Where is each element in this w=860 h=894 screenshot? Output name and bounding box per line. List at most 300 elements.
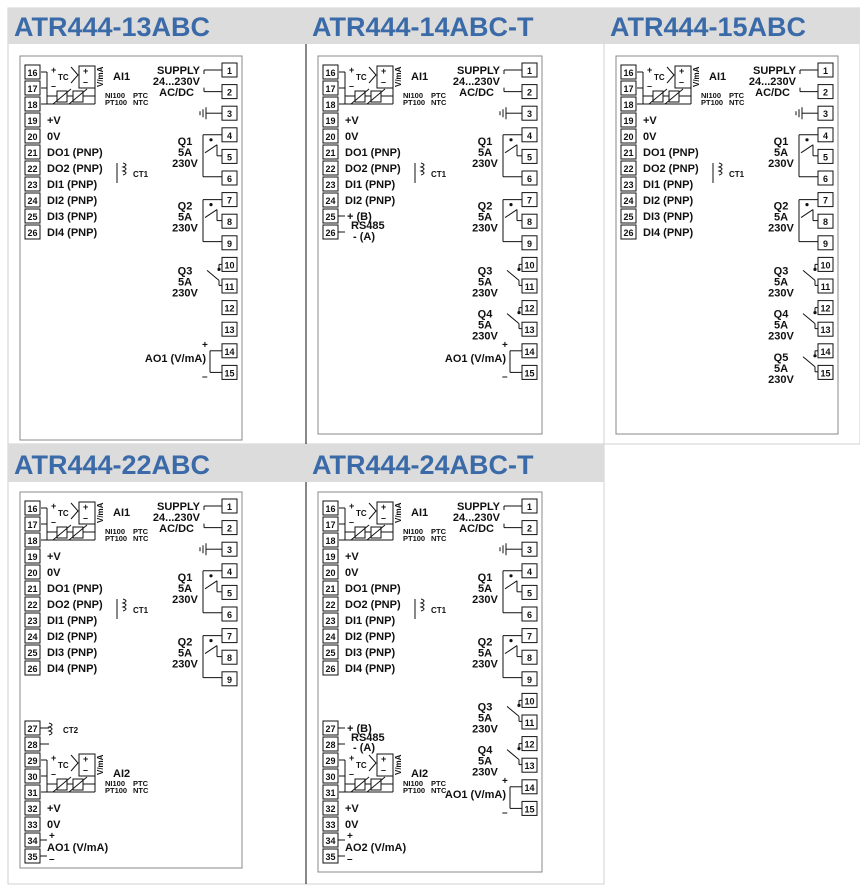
relay-current-rating: 5A	[477, 211, 493, 224]
terminal-27	[25, 721, 40, 735]
terminal-17	[621, 81, 636, 95]
do1-label: DO1 (PNP)	[47, 147, 103, 159]
terminal-6	[222, 607, 237, 621]
terminal-13	[522, 322, 537, 336]
terminal-number: 7	[822, 195, 829, 206]
terminal-10	[522, 693, 537, 707]
terminal-number: 1	[526, 502, 533, 512]
terminal-number: 6	[526, 174, 533, 184]
terminal-number: 15	[820, 368, 831, 379]
model-panel-atr444-14abc-t	[306, 8, 604, 434]
terminal-number: 15	[224, 368, 235, 379]
terminal-number: 24	[325, 196, 336, 206]
relay-label: Q3	[773, 265, 789, 278]
terminal-number: 14	[820, 346, 831, 357]
terminal-18	[621, 97, 636, 111]
relay-label: Q2	[477, 200, 493, 213]
terminal-number: 20	[27, 568, 38, 578]
terminal-33	[323, 817, 338, 831]
ct2-label: CT2	[63, 726, 79, 735]
di4-label: DI4 (PNP)	[643, 227, 694, 239]
terminal-number: 23	[325, 616, 336, 626]
terminal-number: 32	[325, 804, 336, 814]
vma-minus-sign: –	[679, 77, 685, 87]
terminal-23	[323, 613, 338, 627]
terminal-number: 25	[623, 212, 634, 222]
supply-label: SUPPLY	[456, 65, 500, 77]
model-panel-atr444-13abc	[8, 8, 306, 440]
terminal-31	[25, 785, 40, 799]
ao-plus-sign: +	[502, 339, 508, 351]
terminal-number: 1	[226, 502, 233, 512]
terminal-6	[522, 171, 537, 185]
terminal-12	[522, 737, 537, 751]
do2-label: DO2 (PNP)	[345, 599, 401, 611]
terminal-3	[222, 542, 237, 556]
vma-label: V/mA	[394, 66, 403, 87]
tc-minus-sign: –	[647, 81, 653, 91]
contact-dot	[209, 574, 212, 577]
ct1-label: CT1	[729, 170, 745, 179]
relay-label: Q4	[477, 744, 493, 757]
analog-output-label: AO1 (V/mA)	[144, 352, 206, 365]
terminal-number: 24	[623, 196, 634, 206]
model-title: ATR444-14ABC-T	[312, 12, 534, 42]
plus-v-label: +V	[47, 115, 61, 127]
terminal-number: 16	[325, 504, 336, 514]
terminal-number: 2	[822, 87, 829, 98]
supply-label: SUPPLY	[456, 501, 500, 513]
terminal-5	[522, 149, 537, 163]
ni100-label: NI100	[701, 91, 722, 100]
vma-minus-sign: –	[83, 513, 89, 523]
terminal-number: 8	[226, 653, 233, 664]
tc-label: TC	[654, 73, 665, 82]
terminal-22	[25, 597, 40, 611]
zero-v-label: 0V	[47, 567, 61, 579]
relay-voltage-rating: 230V	[768, 330, 794, 343]
terminal-number: 11	[524, 718, 535, 728]
contact-dot	[209, 639, 212, 642]
terminal-number: 16	[27, 68, 38, 78]
terminal-17	[25, 517, 40, 531]
ai2-label: AI2	[411, 768, 429, 780]
relay-label: Q3	[477, 701, 493, 714]
vma-plus-sign: +	[679, 66, 685, 76]
relay-current-rating: 5A	[477, 146, 493, 159]
terminal-13	[222, 322, 237, 336]
terminal-number: 3	[526, 545, 533, 556]
terminal-30	[323, 769, 338, 783]
terminal-13	[818, 322, 833, 336]
pt100-label: PT100	[105, 786, 128, 795]
terminal-12	[522, 301, 537, 315]
terminal-number: 14	[524, 346, 535, 357]
contact-dot	[517, 704, 520, 707]
terminal-7	[522, 629, 537, 643]
tc-plus-sign: +	[51, 753, 57, 763]
terminal-8	[522, 650, 537, 664]
terminal-number: 20	[27, 132, 38, 142]
terminal-number: 34	[325, 836, 336, 846]
terminal-16	[621, 65, 636, 79]
terminal-number: 18	[27, 536, 38, 546]
ntc-label: NTC	[133, 98, 149, 107]
relay-label: Q5	[773, 351, 789, 364]
terminal-24	[323, 629, 338, 643]
terminal-24	[25, 193, 40, 207]
terminal-number: 21	[27, 584, 38, 594]
contact-dot	[509, 138, 512, 141]
terminal-28	[323, 737, 338, 751]
terminal-number: 11	[224, 282, 235, 292]
di3-label: DI3 (PNP)	[345, 647, 396, 659]
model-title: ATR444-13ABC	[14, 12, 211, 42]
ptc-label: PTC	[133, 779, 148, 788]
terminal-14	[222, 344, 237, 358]
terminal-21	[323, 581, 338, 595]
pt100-label: PT100	[403, 98, 426, 107]
do1-label: DO1 (PNP)	[345, 583, 401, 595]
ni100-label: NI100	[403, 779, 424, 788]
terminal-9	[522, 672, 537, 686]
relay-label: Q3	[177, 265, 193, 278]
supply-acdc: AC/DC	[459, 523, 494, 535]
terminal-number: 17	[325, 520, 336, 530]
terminal-17	[323, 81, 338, 95]
di4-label: DI4 (PNP)	[345, 663, 396, 675]
terminal-33	[25, 817, 40, 831]
relay-label: Q3	[477, 265, 493, 278]
terminal-2	[522, 521, 537, 535]
terminal-number: 5	[526, 152, 533, 163]
terminal-number: 31	[325, 788, 336, 798]
ct1-label: CT1	[133, 170, 149, 179]
terminal-5	[222, 149, 237, 163]
terminal-number: 11	[820, 282, 831, 292]
tc-minus-sign: –	[51, 517, 57, 527]
model-title: ATR444-22ABC	[14, 450, 211, 480]
terminal-number: 28	[27, 740, 38, 750]
tc-label: TC	[356, 509, 367, 518]
model-title: ATR444-15ABC	[610, 12, 807, 42]
terminal-9	[818, 236, 833, 250]
ao-plus-sign: +	[49, 831, 55, 842]
terminal-number: 13	[524, 325, 535, 336]
vma-plus-sign: +	[381, 754, 387, 764]
terminal-30	[25, 769, 40, 783]
terminal-number: 6	[526, 610, 533, 620]
terminal-7	[222, 193, 237, 207]
terminal-7	[222, 629, 237, 643]
terminal-number: 22	[623, 164, 634, 174]
ptc-label: PTC	[431, 779, 446, 788]
terminal-number: 17	[623, 84, 634, 94]
plus-v-label: +V	[47, 551, 61, 563]
tc-minus-sign: –	[51, 769, 57, 779]
vma-label: V/mA	[96, 754, 105, 775]
terminal-number: 20	[623, 132, 634, 142]
relay-label: Q1	[177, 135, 193, 148]
zero-v-label: 0V	[47, 131, 61, 143]
terminal-number: 18	[325, 100, 336, 110]
terminal-25	[323, 645, 338, 659]
terminal-number: 15	[524, 804, 535, 815]
terminal-number: 21	[325, 584, 336, 594]
terminal-number: 19	[27, 116, 38, 126]
terminal-24	[621, 193, 636, 207]
terminal-3	[222, 106, 237, 120]
di4-label: DI4 (PNP)	[47, 227, 98, 239]
ct1-label: CT1	[431, 606, 447, 615]
terminal-number: 25	[325, 212, 336, 222]
tc-minus-sign: –	[349, 517, 355, 527]
terminal-24	[323, 193, 338, 207]
contact-dot	[509, 203, 512, 206]
vma-plus-sign: +	[381, 502, 387, 512]
terminal-number: 6	[226, 610, 233, 620]
terminal-number: 7	[526, 195, 533, 206]
contact-dot	[813, 311, 816, 314]
relay-voltage-rating: 230V	[472, 723, 498, 736]
pt100-label: PT100	[701, 98, 724, 107]
terminal-12	[222, 301, 237, 315]
di3-label: DI3 (PNP)	[643, 211, 694, 223]
zero-v-label: 0V	[345, 567, 359, 579]
terminal-number: 15	[524, 368, 535, 379]
terminal-number: 13	[224, 325, 235, 336]
contact-dot	[509, 574, 512, 577]
relay-current-rating: 5A	[773, 362, 789, 375]
supply-acdc: AC/DC	[159, 523, 194, 535]
terminal-4	[522, 564, 537, 578]
ao-plus-sign: +	[502, 775, 508, 787]
di2-label: DI2 (PNP)	[345, 195, 396, 207]
terminal-21	[25, 145, 40, 159]
terminal-20	[621, 129, 636, 143]
plus-v-label: +V	[643, 115, 657, 127]
terminal-11	[522, 715, 537, 729]
do2-label: DO2 (PNP)	[47, 599, 103, 611]
terminal-number: 3	[226, 545, 233, 556]
terminal-26	[323, 225, 338, 239]
do1-label: DO1 (PNP)	[643, 147, 699, 159]
terminal-number: 2	[526, 523, 533, 534]
terminal-25	[25, 209, 40, 223]
pt100-label: PT100	[105, 98, 128, 107]
terminal-number: 17	[27, 520, 38, 530]
terminal-23	[621, 177, 636, 191]
terminal-6	[522, 607, 537, 621]
contact-dot	[805, 203, 808, 206]
terminal-2	[522, 85, 537, 99]
terminal-number: 31	[27, 788, 38, 798]
do1-label: DO1 (PNP)	[47, 583, 103, 595]
ao-plus-sign: +	[347, 831, 353, 842]
ntc-label: NTC	[133, 786, 149, 795]
ntc-label: NTC	[431, 786, 447, 795]
terminal-23	[25, 613, 40, 627]
terminal-number: 18	[325, 536, 336, 546]
relay-voltage-rating: 230V	[768, 287, 794, 300]
relay-current-rating: 5A	[177, 276, 193, 289]
terminal-number: 9	[822, 238, 829, 249]
vma-label: V/mA	[96, 66, 105, 87]
relay-current-rating: 5A	[177, 146, 193, 159]
pt100-label: PT100	[403, 786, 426, 795]
ni100-label: NI100	[105, 91, 126, 100]
ai1-label: AI1	[709, 71, 727, 83]
ai1-label: AI1	[113, 507, 131, 519]
relay-voltage-rating: 230V	[768, 222, 794, 235]
terminal-number: 12	[524, 739, 535, 750]
supply-label: SUPPLY	[156, 501, 200, 513]
terminal-28	[25, 737, 40, 751]
terminal-35	[323, 849, 338, 863]
contact-dot	[517, 268, 520, 271]
terminal-19	[25, 549, 40, 563]
contact-dot	[805, 138, 808, 141]
terminal-10	[222, 257, 237, 271]
terminal-number: 4	[226, 566, 233, 577]
terminal-25	[25, 645, 40, 659]
di1-label: DI1 (PNP)	[643, 179, 694, 191]
terminal-8	[222, 214, 237, 228]
terminal-number: 16	[27, 504, 38, 514]
ntc-label: NTC	[729, 98, 745, 107]
terminal-31	[323, 785, 338, 799]
di1-label: DI1 (PNP)	[345, 615, 396, 627]
terminal-number: 26	[27, 664, 38, 674]
relay-voltage-rating: 230V	[472, 222, 498, 235]
terminal-number: 2	[526, 87, 533, 98]
terminal-9	[222, 236, 237, 250]
relay-voltage-rating: 230V	[472, 766, 498, 779]
terminal-32	[323, 801, 338, 815]
relay-voltage-rating: 230V	[472, 658, 498, 671]
analog-output-left-label: AO1 (V/mA)	[47, 842, 109, 854]
terminal-4	[222, 128, 237, 142]
analog-output-left-label: AO2 (V/mA)	[345, 842, 407, 854]
terminal-26	[25, 225, 40, 239]
relay-voltage-rating: 230V	[172, 157, 198, 170]
terminal-22	[323, 597, 338, 611]
terminal-number: 24	[27, 632, 38, 642]
terminal-number: 16	[623, 68, 634, 78]
ao-minus-sign: –	[502, 807, 508, 819]
terminal-1	[522, 63, 537, 77]
tc-minus-sign: –	[349, 769, 355, 779]
di2-label: DI2 (PNP)	[47, 631, 98, 643]
relay-label: Q2	[773, 200, 789, 213]
relay-label: Q4	[773, 308, 789, 321]
tc-plus-sign: +	[349, 501, 355, 511]
supply-label: SUPPLY	[156, 65, 200, 77]
terminal-20	[323, 129, 338, 143]
terminal-number: 19	[325, 552, 336, 562]
supply-voltage-range: 24...230V	[152, 512, 200, 524]
terminal-number: 4	[526, 566, 533, 577]
vma-label: V/mA	[394, 502, 403, 523]
terminal-number: 5	[526, 588, 533, 599]
di2-label: DI2 (PNP)	[345, 631, 396, 643]
rs485-a-label: - (A)	[353, 231, 375, 243]
plus-v-label: +V	[345, 115, 359, 127]
model-panel-atr444-24abc-t	[306, 444, 604, 872]
terminal-number: 18	[623, 100, 634, 110]
terminal-18	[25, 97, 40, 111]
contact-dot	[517, 747, 520, 750]
relay-current-rating: 5A	[477, 319, 493, 332]
terminal-7	[522, 193, 537, 207]
terminal-19	[323, 113, 338, 127]
terminal-29	[323, 753, 338, 767]
di1-label: DI1 (PNP)	[345, 179, 396, 191]
di3-label: DI3 (PNP)	[47, 647, 98, 659]
plus-v-label: +V	[345, 803, 359, 815]
zero-v-label: 0V	[345, 131, 359, 143]
relay-label: Q4	[477, 308, 493, 321]
ao-plus-sign: +	[202, 339, 208, 351]
terminal-number: 1	[822, 66, 829, 76]
terminal-number: 19	[325, 116, 336, 126]
tc-plus-sign: +	[51, 501, 57, 511]
terminal-17	[25, 81, 40, 95]
terminal-21	[25, 581, 40, 595]
terminal-5	[522, 585, 537, 599]
zero-v-label: 0V	[47, 819, 61, 831]
do1-label: DO1 (PNP)	[345, 147, 401, 159]
terminal-2	[222, 85, 237, 99]
relay-voltage-rating: 230V	[472, 287, 498, 300]
terminal-21	[621, 145, 636, 159]
terminal-number: 5	[226, 152, 233, 163]
terminal-2	[818, 85, 833, 99]
terminal-number: 21	[325, 148, 336, 158]
terminal-number: 29	[325, 756, 336, 766]
terminal-number: 30	[27, 772, 38, 782]
terminal-number: 27	[27, 724, 38, 734]
supply-voltage-range: 24...230V	[152, 76, 200, 88]
supply-acdc: AC/DC	[459, 87, 494, 99]
relay-label: Q1	[177, 571, 193, 584]
ntc-label: NTC	[431, 98, 447, 107]
terminal-number: 4	[822, 130, 829, 141]
zero-v-label: 0V	[345, 819, 359, 831]
terminal-number: 25	[27, 648, 38, 658]
terminal-10	[818, 257, 833, 271]
contact-dot	[509, 639, 512, 642]
tc-minus-sign: –	[51, 81, 57, 91]
terminal-number: 6	[822, 174, 829, 184]
relay-current-rating: 5A	[773, 319, 789, 332]
plus-v-label: +V	[345, 551, 359, 563]
di2-label: DI2 (PNP)	[643, 195, 694, 207]
ai1-label: AI1	[411, 507, 429, 519]
terminal-number: 7	[526, 631, 533, 642]
terminal-number: 20	[325, 132, 336, 142]
terminal-number: 3	[526, 109, 533, 120]
terminal-number: 1	[226, 66, 233, 76]
terminal-number: 4	[526, 130, 533, 141]
terminal-11	[222, 279, 237, 293]
ao-minus-sign: –	[502, 371, 508, 383]
relay-label: Q2	[177, 636, 193, 649]
terminal-2	[222, 521, 237, 535]
terminal-11	[818, 279, 833, 293]
supply-voltage-range: 24...230V	[748, 76, 796, 88]
terminal-number: 8	[822, 217, 829, 228]
